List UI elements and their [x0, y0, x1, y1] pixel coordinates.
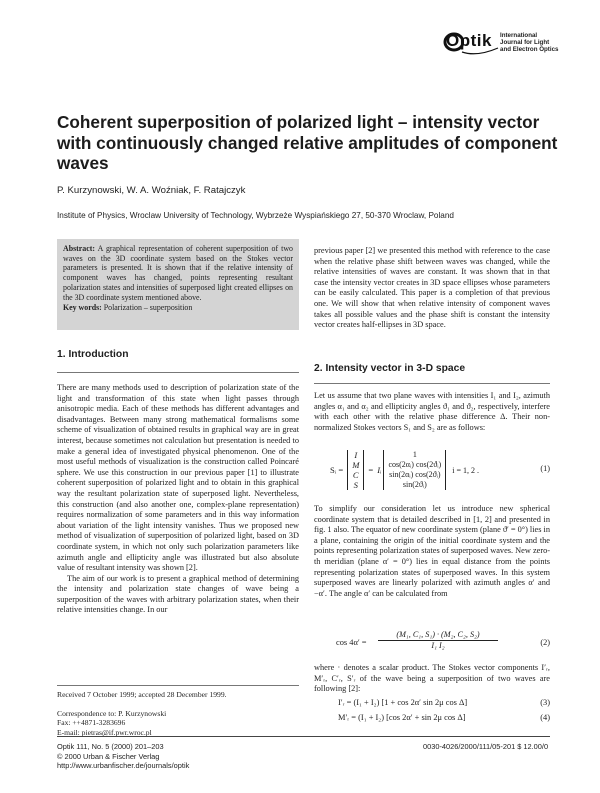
eq1-vec: I [354, 450, 358, 460]
correspondence-line: Correspondence to: P. Kurzynowski [57, 708, 167, 718]
eq1-vec: C [352, 470, 359, 480]
eq1-vec: S [353, 480, 358, 490]
equation-4 [330, 713, 550, 725]
received-block [57, 685, 299, 737]
abstract-label: Abstract: [63, 244, 95, 253]
footer-divider-wrap [57, 736, 550, 737]
email-line: E-mail: pietras@if.pwr.wroc.pl [57, 727, 152, 737]
eq2-number: (2) [540, 638, 550, 647]
journal-desc-line: Journal for Light [500, 38, 550, 46]
right-column [314, 246, 550, 331]
eq1-lhs: Sᵢ = [330, 465, 344, 475]
paragraph-previous-paper: previous paper [2] we presented this method with reference to the case when the relative phase shift between waves was changed, while the relative intensities of waves are constant. It was shown that in that case the intensity vector creates in 3D space ellipses whose parameters can be easily calculated. This paper is a completion of that previous one. We will show that when relative intensity of component waves takes all possible values and the phase shift is constant the intensity vector creates half-ellipses in 3D space. [314, 246, 550, 330]
paragraph-assumption: Let us assume that two plane waves with intensities I₁ and I₂, azimuth angles α₁ and α₂ and ellipticity angles ϑ₁ and ϑ₂, respectively, interfere with each other with the relative phase difference Δ. Their non-normalized Stokes vectors S₁ and S₂ are as follows: [314, 391, 550, 432]
introduction-section [57, 349, 299, 616]
article-title: Coherent superposition of polarized light – intensity vector with continuously changed relative amplitudes of component waves [57, 112, 558, 173]
eq1-condition: i = 1, 2 . [452, 465, 479, 475]
footnote-divider [57, 685, 299, 686]
section-divider [314, 383, 550, 384]
section-heading-intensity-vector: 2. Intensity vector in 3-D space [314, 363, 466, 374]
eq4-text: M′ᵣ = (I₁ + I₂) [cos 2α′ + sin 2μ cos Δ] [338, 713, 466, 722]
eq1-rhs: 1 [412, 450, 417, 459]
eq3-text: I′ᵣ = (I₁ + I₂) [1 + cos 2α′ sin 2μ cos Δ] [338, 698, 468, 707]
eq1-rhs: cos(2αᵢ) cos(2ϑᵢ) [388, 460, 442, 469]
fax-line: Fax: ++4871-3283696 [57, 718, 126, 727]
received-dates: Received 7 October 1999; accepted 28 December 1999. [57, 690, 227, 699]
section-2-body-2 [314, 504, 550, 599]
intro-paragraph: There are many methods used to description of polarization state of the light and transformation of this state when light passes through anisotropic media. Each of these methods has different advantages and disadvantages. Between many strong mathematical formalisms some scheme of visualization of obtained results in graphical way are in great interest, because sometimes not calculation but presentation is needed to make a general idea of investigated physical phenomenon. One of the most useful methods of visualization is the construction called Poincaré sphere. We use this construction in our previous paper [1] to illustrate coherent superposition of polarized light and to obtain in this graphical way the resultant polarization state of superposed light. Nevertheless, this construction (and also another one, complex-plane representation) requires normalization of some parameters and in this way information about variation of the light intensity vanishes. Thus we proposed new method of visualization of superposition of polarized light, based on 3D coordinate system, in which not only such polarization parameters like azimuth angle and ellipticity angle was illustrated but also absolute value of resultant intensity was shown [2]. [57, 383, 299, 573]
eq3-number: (3) [540, 698, 550, 707]
eq2-numerator: (M₁, C₁, S₁) · (M₂, C₂, S₂) [378, 630, 498, 641]
paragraph-stokes-components: where · denotes a scalar product. The Stokes vector components I′ᵣ, M′ᵣ, C′ᵣ, S′ᵣ of the wave being a superposition of two waves are following [2]: [314, 663, 550, 694]
affiliation: Institute of Physics, Wroclaw University of Technology, Wybrzeże Wyspiańskiego 27, 50-370 Wroclaw, Poland [57, 211, 454, 220]
section-divider [57, 372, 299, 373]
eq2-lhs: cos 4α′ = [336, 638, 367, 647]
journal-logo-word: Optik [446, 31, 492, 50]
eq2-denominator: I₁ I₂ [431, 641, 445, 650]
footer-url: http://www.urbanfischer.de/journals/optik [57, 761, 190, 771]
journal-desc-line: International [500, 32, 538, 39]
section-heading-introduction: 1. Introduction [57, 349, 129, 360]
eq1-rhs: sin(2αᵢ) cos(2ϑᵢ) [389, 470, 441, 479]
paragraph-coordinate-system: To simplify our consideration let us introduce new spherical coordinate system that is detailed described in [1, 2] and presented in fig. 1 also. The equator of new coordinate system (plane ϑ′ = 0°) lies in a plane, containing the origin of the initial coordinate system and the points representing polarization states of superposed waves. New zero-th meridian (plane α′ = 0°) lies in equal distance from the points representing polarization states of superposed waves. In this system superposed waves are linearly polarized with azimuth angles α′ and −α′. The angle α′ can be calculated from [314, 504, 550, 598]
abstract-text: A graphical representation of coherent superposition of two waves on the 3D coordinate system based on the Stokes vector parameters is presented. It is shown that if the relative intensity of component waves has changed, points representing resultant polarization states and intensities of superposed light created ellipses on the 3D coordinate system mentioned above. [63, 244, 293, 302]
footer-divider [57, 736, 550, 737]
eq1-rhs: sin(2ϑᵢ) [402, 480, 427, 489]
eq1-vec: M [352, 460, 360, 470]
eq4-number: (4) [540, 713, 550, 722]
intro-paragraph: The aim of our work is to present a graphical method of determining the intensity and polarization state changes of wave being a superposition of the waves with arbitrary polarization states, when their relative intensities change. In our [57, 573, 299, 615]
keywords-label: Key words: [63, 303, 102, 313]
authors: P. Kurzynowski, W. A. Woźniak, F. Ratajczyk [57, 185, 246, 196]
equation-1: Sᵢ = I M C S = Iᵢ 1 cos(2αᵢ) cos(2ϑᵢ) sin(2αᵢ) cos(2ϑᵢ) sin(2ϑᵢ) i = 1, 2 . (1) [330, 450, 550, 490]
section-2 [314, 363, 550, 384]
footer-journal-issue: Optik 111, No. 5 (2000) 201–203 [57, 742, 164, 751]
footer-issn: 0030-4026/2000/111/05-201 $ 12.00/0 [423, 742, 549, 751]
abstract-box [57, 239, 299, 330]
journal-desc-line: and Electron Optics [500, 45, 559, 53]
footer-copyright: © 2000 Urban & Fischer Verlag [57, 751, 160, 761]
keywords: Polarization – superposition [103, 303, 193, 313]
equation-2 [330, 630, 550, 660]
section-2-body [314, 391, 550, 433]
journal-logo [442, 30, 592, 62]
equation-3 [330, 698, 550, 710]
eq1-factor: Iᵢ [377, 465, 382, 475]
footer-citation [57, 742, 189, 771]
section-2-body-3 [314, 663, 550, 695]
eq1-number: (1) [540, 464, 550, 473]
